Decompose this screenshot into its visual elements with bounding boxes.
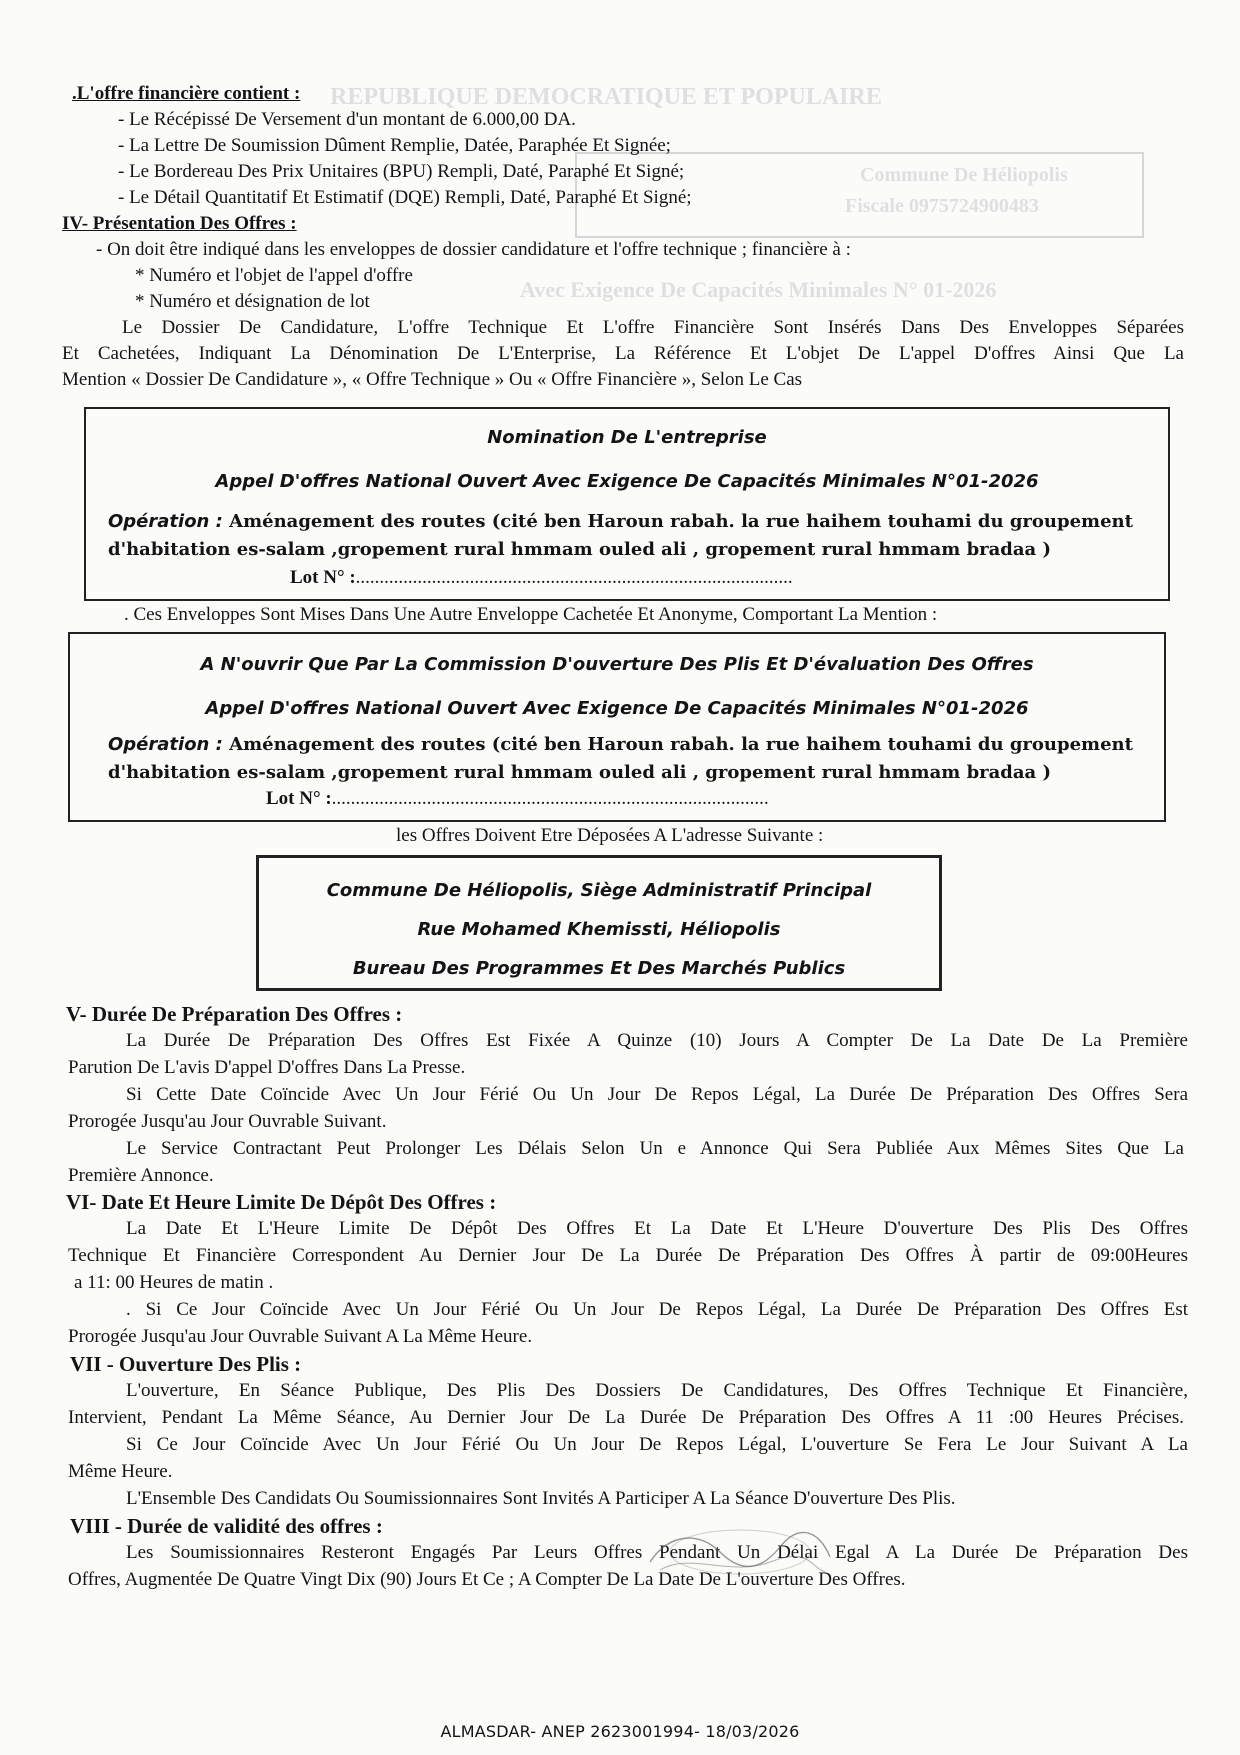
box2-lot-dots: ............................................................................................ xyxy=(331,788,769,809)
section-v-title: V- Durée De Préparation Des Offres : xyxy=(66,1002,403,1026)
section-vii-line: L'Ensemble Des Candidats Ou Soumissionnaires Sont Invités A Participer A La Séance D'ouverture Des Plis. xyxy=(126,1488,956,1509)
box2-operation-label: Opération : xyxy=(108,734,223,755)
section-vi-line: . Si Ce Jour Coïncide Avec Un Jour Férié Ou Un Jour De Repos Légal, La Durée De Préparation Des Offres Est xyxy=(126,1299,1188,1320)
section-v-line: Première Annonce. xyxy=(68,1165,214,1186)
section-v-line: La Durée De Préparation Des Offres Est Fixée A Quinze (10) Jours A Compter De La Date De La Première xyxy=(126,1030,1188,1051)
address-line: Bureau Des Programmes Et Des Marchés Publics xyxy=(352,958,846,979)
section-vii-line: Même Heure. xyxy=(68,1461,173,1482)
box1-operation-label: Opération : xyxy=(108,511,223,532)
section-vi-line: Technique Et Financière Correspondent Au Dernier Jour De La Durée De Préparation Des Offres À partir de 09:00Heures xyxy=(68,1245,1188,1266)
envelope-label-box-1 xyxy=(84,407,1170,601)
section-v-line: Prorogée Jusqu'au Jour Ouvrable Suivant. xyxy=(68,1111,387,1132)
section-iv-title: IV- Présentation Des Offres : xyxy=(62,213,297,234)
section-vii-line: Intervient, Pendant La Même Séance, Au Dernier Jour De La Durée De Préparation Des Offres A 11 :00 Heures Précises. xyxy=(68,1407,1184,1428)
box1-lot-dots: ............................................................................................ xyxy=(355,567,793,588)
envelope-label-box-2 xyxy=(68,632,1166,822)
section-viii-line: Les Soumissionnaires Resteront Engagés Par Leurs Offres Pendant Un Délai Egal A La Durée De Préparation Des xyxy=(126,1542,1188,1563)
box2-lot-label: Lot N° : xyxy=(266,788,332,809)
box2-title: A N'ouvrir Que Par La Commission D'ouverture Des Plis Et D'évaluation Des Offres xyxy=(200,654,1034,675)
financial-item: - Le Récépissé De Versement d'un montant de 6.000,00 DA. xyxy=(118,109,576,130)
ghost-text: REPUBLIQUE DEMOCRATIQUE ET POPULAIRE xyxy=(330,84,882,110)
ghost-text: Commune De Héliopolis xyxy=(860,164,1068,186)
section-vii-line: Si Ce Jour Coïncide Avec Un Jour Férié Ou Un Jour De Repos Légal, L'ouverture Se Fera Le Jour Suivant A La xyxy=(126,1434,1188,1455)
address-line: Rue Mohamed Khemissti, Héliopolis xyxy=(417,919,781,940)
section-vi-line: a 11: 00 Heures de matin . xyxy=(74,1272,274,1293)
box1-operation-text: Aménagement des routes (cité ben Haroun rabah. la rue haihem touhami du groupement xyxy=(229,511,1133,532)
section-iv-paragraph-line: Le Dossier De Candidature, L'offre Technique Et L'offre Financière Sont Insérés Dans Des Enveloppes Séparées xyxy=(122,317,1184,338)
section-vi-title: VI- Date Et Heure Limite De Dépôt Des Offres : xyxy=(66,1190,497,1214)
financial-item: - Le Détail Quantitatif Et Estimatif (DQE) Rempli, Daté, Paraphé Et Signé; xyxy=(118,187,692,208)
section-v-line: Si Cette Date Coïncide Avec Un Jour Férié Ou Un Jour De Repos Légal, La Durée De Préparation Des Offres Sera xyxy=(126,1084,1188,1105)
section-iv-paragraph-line: Mention « Dossier De Candidature », « Offre Technique » Ou « Offre Financière », Selon Le Cas xyxy=(62,369,803,390)
box1-lot-label: Lot N° : xyxy=(290,567,356,588)
section-vii-title: VII - Ouverture Des Plis : xyxy=(70,1352,302,1376)
section-iv-bullet: * Numéro et désignation de lot xyxy=(135,291,370,312)
box2-appel: Appel D'offres National Ouvert Avec Exigence De Capacités Minimales N°01-2026 xyxy=(205,698,1029,719)
box2-lot xyxy=(266,788,769,810)
box2-operation-line2: d'habitation es-salam ,gropement rural hmmam ouled ali , gropement rural hmmam bradaa ) xyxy=(108,762,1052,783)
section-vi-line: La Date Et L'Heure Limite De Dépôt Des Offres Et La Date Et L'Heure D'ouverture Des Plis Des Offres xyxy=(126,1218,1188,1239)
address-intro: les Offres Doivent Etre Déposées A L'adresse Suivante : xyxy=(396,825,824,846)
footer-reference: ALMASDAR- ANEP 2623001994- 18/03/2026 xyxy=(440,1722,800,1741)
box1-appel: Appel D'offres National Ouvert Avec Exigence De Capacités Minimales N°01-2026 xyxy=(215,471,1039,492)
financial-item: - Le Bordereau Des Prix Unitaires (BPU) Rempli, Daté, Paraphé Et Signé; xyxy=(118,161,685,182)
envelope-mention-text: . Ces Enveloppes Sont Mises Dans Une Autre Enveloppe Cachetée Et Anonyme, Comportant La Mention : xyxy=(124,604,938,625)
section-viii-title: VIII - Durée de validité des offres : xyxy=(70,1514,383,1538)
box1-operation-line2: d'habitation es-salam ,gropement rural hmmam ouled ali , gropement rural hmmam bradaa ) xyxy=(108,539,1052,560)
box2-operation-line xyxy=(108,734,1133,755)
address-box xyxy=(256,855,942,991)
section-viii-line: Offres, Augmentée De Quatre Vingt Dix (90) Jours Et Ce ; A Compter De La Date De L'ouverture Des Offres. xyxy=(68,1569,906,1590)
financial-item: - La Lettre De Soumission Dûment Remplie, Datée, Paraphée Et Signée; xyxy=(118,135,671,156)
section-iv-intro: - On doit être indiqué dans les enveloppes de dossier candidature et l'offre technique ; financière à : xyxy=(96,239,851,260)
box1-title: Nomination De L'entreprise xyxy=(487,427,767,448)
ghost-text: Fiscale 0975724900483 xyxy=(845,195,1039,217)
box1-operation-line xyxy=(108,511,1133,532)
ghost-text: Avec Exigence De Capacités Minimales N° 01-2026 xyxy=(520,277,997,302)
section-iv-paragraph-line: Et Cachetées, Indiquant La Dénomination De L'Enterprise, La Référence Et L'objet De L'appel D'offres Ainsi Que La xyxy=(62,343,1184,364)
section-v-line: Le Service Contractant Peut Prolonger Les Délais Selon Un e Annonce Qui Sera Publiée Aux Mêmes Sites Que La xyxy=(126,1138,1184,1159)
section-vi-line: Prorogée Jusqu'au Jour Ouvrable Suivant A La Même Heure. xyxy=(68,1326,533,1347)
box2-operation-text: Aménagement des routes (cité ben Haroun rabah. la rue haihem touhami du groupement xyxy=(229,734,1133,755)
signature-stamp-icon xyxy=(640,1522,840,1582)
box1-lot xyxy=(290,567,793,589)
section-vii-line: L'ouverture, En Séance Publique, Des Plis Des Dossiers De Candidatures, Des Offres Technique Et Financière, xyxy=(126,1380,1188,1401)
financial-offer-title: .L'offre financière contient : xyxy=(72,83,301,104)
address-line: Commune De Héliopolis, Siège Administratif Principal xyxy=(326,880,872,901)
section-v-line: Parution De L'avis D'appel D'offres Dans La Presse. xyxy=(68,1057,466,1078)
section-iv-bullet: * Numéro et l'objet de l'appel d'offre xyxy=(135,265,413,286)
